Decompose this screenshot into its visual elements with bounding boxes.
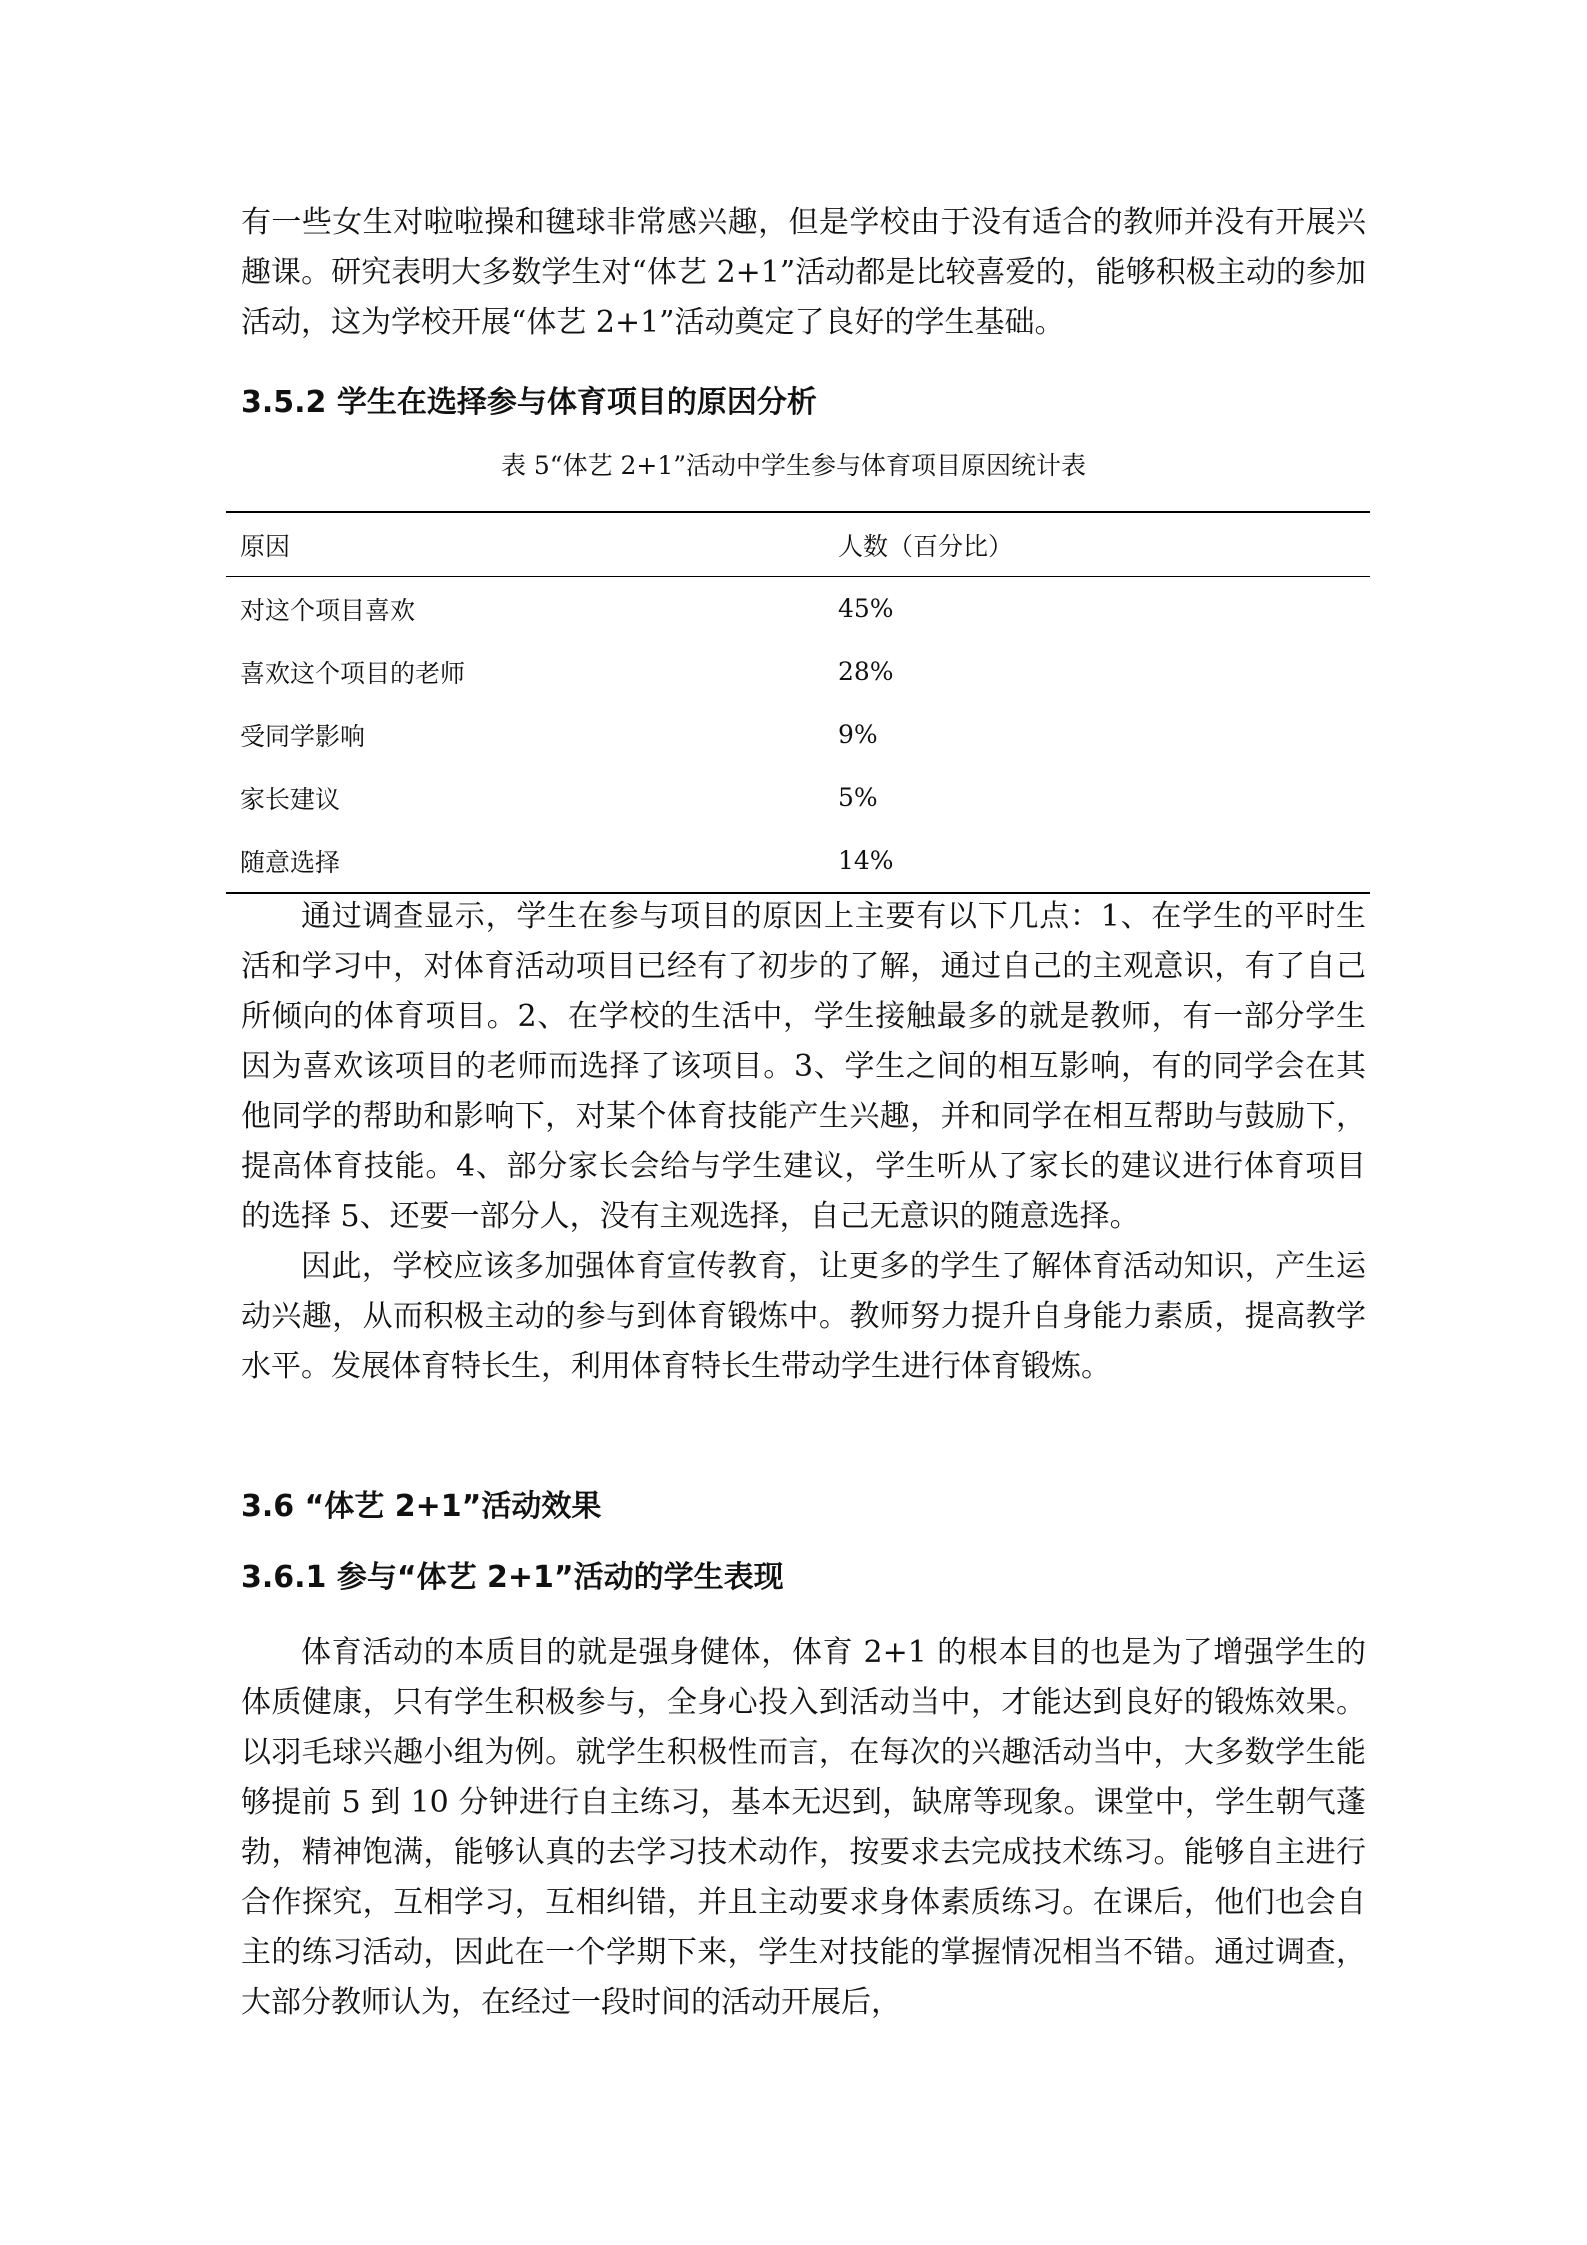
table-row <box>226 640 1370 703</box>
table-cell-reason: 喜欢这个项目的老师 <box>240 658 466 688</box>
section-3-6 <box>241 1482 1366 1532</box>
table-header-reason: 原因 <box>240 531 291 561</box>
table-caption: 表 5“体艺 2+1”活动中学生参与体育项目原因统计表 <box>500 451 1087 480</box>
table-cell-percent: 5% <box>838 783 878 812</box>
paragraph-1: 有一些女生对啦啦操和毽球非常感兴趣，但是学校由于没有适合的教师并没有开展兴趣课。研究表明大多数学生对“体艺 2+1”活动都是比较喜爱的，能够积极主动的参加活动，这为学校开展“体艺 2+1”活动奠定了良好的学生基础。 <box>241 205 1366 340</box>
table-row <box>226 577 1370 641</box>
table-row <box>226 829 1370 893</box>
table-cell-percent: 14% <box>838 846 894 875</box>
table-cell-reason: 家长建议 <box>240 784 341 814</box>
intro-section <box>241 198 1366 348</box>
reason-stats-table <box>226 511 1370 894</box>
section-3-6-1 <box>241 1553 1366 1603</box>
table-row <box>226 766 1370 829</box>
table-cell-percent: 28% <box>838 657 894 686</box>
paragraph-4: 体育活动的本质目的就是强身健体，体育 2+1 的根本目的也是为了增强学生的体质健康，只有学生积极参与，全身心投入到活动当中，才能达到良好的锻炼效果。以羽毛球兴趣小组为例。就学生积极性而言，在每次的兴趣活动当中，大多数学生能够提前 5 到 10 分钟进行自主练习，基本无迟到，缺席等现象。课堂中，学生朝气蓬勃，精神饱满，能够认真的去学习技术动作，按要求去完成技术练习。能够自主进行合作探究，互相学习，互相纠错，并且主动要求身体素质练习。在课后，他们也会自主的练习活动，因此在一个学期下来，学生对技能的掌握情况相当不错。通过调查，大部分教师认为，在经过一段时间的活动开展后， <box>241 1635 1366 2020</box>
heading-3-5-2: 3.5.2 学生在选择参与体育项目的原因分析 <box>241 385 817 420</box>
section-3-5-2 <box>241 378 1366 428</box>
table-cell-percent: 45% <box>838 594 894 623</box>
table-cell-reason: 随意选择 <box>240 847 341 877</box>
table-header-count: 人数（百分比） <box>838 531 1014 561</box>
table-cell-percent: 9% <box>838 720 878 749</box>
heading-3-6: 3.6 “体艺 2+1”活动效果 <box>241 1489 602 1524</box>
table-header-row <box>226 512 1370 577</box>
table-row <box>226 703 1370 766</box>
table-cell-reason: 对这个项目喜欢 <box>240 595 416 625</box>
paragraph-3: 因此，学校应该多加强体育宣传教育，让更多的学生了解体育活动知识，产生运动兴趣，从而积极主动的参与到体育锻炼中。教师努力提升自身能力素质，提高教学水平。发展体育特长生，利用体育特长生带动学生进行体育锻炼。 <box>241 1249 1366 1384</box>
paragraph-2: 通过调查显示，学生在参与项目的原因上主要有以下几点：1、在学生的平时生活和学习中，对体育活动项目已经有了初步的了解，通过自己的主观意识，有了自己所倾向的体育项目。2、在学校的生活中，学生接触最多的就是教师，有一部分学生因为喜欢该项目的老师而选择了该项目。3、学生之间的相互影响，有的同学会在其他同学的帮助和影响下，对某个体育技能产生兴趣，并和同学在相互帮助与鼓励下，提高体育技能。4、部分家长会给与学生建议，学生听从了家长的建议进行体育项目的选择 5、还要一部分人，没有主观选择，自己无意识的随意选择。 <box>241 899 1366 1234</box>
analysis-section <box>241 892 1366 1392</box>
heading-3-6-1: 3.6.1 参与“体艺 2+1”活动的学生表现 <box>241 1560 784 1595</box>
table-cell-reason: 受同学影响 <box>240 721 366 751</box>
performance-section <box>241 1628 1366 2028</box>
